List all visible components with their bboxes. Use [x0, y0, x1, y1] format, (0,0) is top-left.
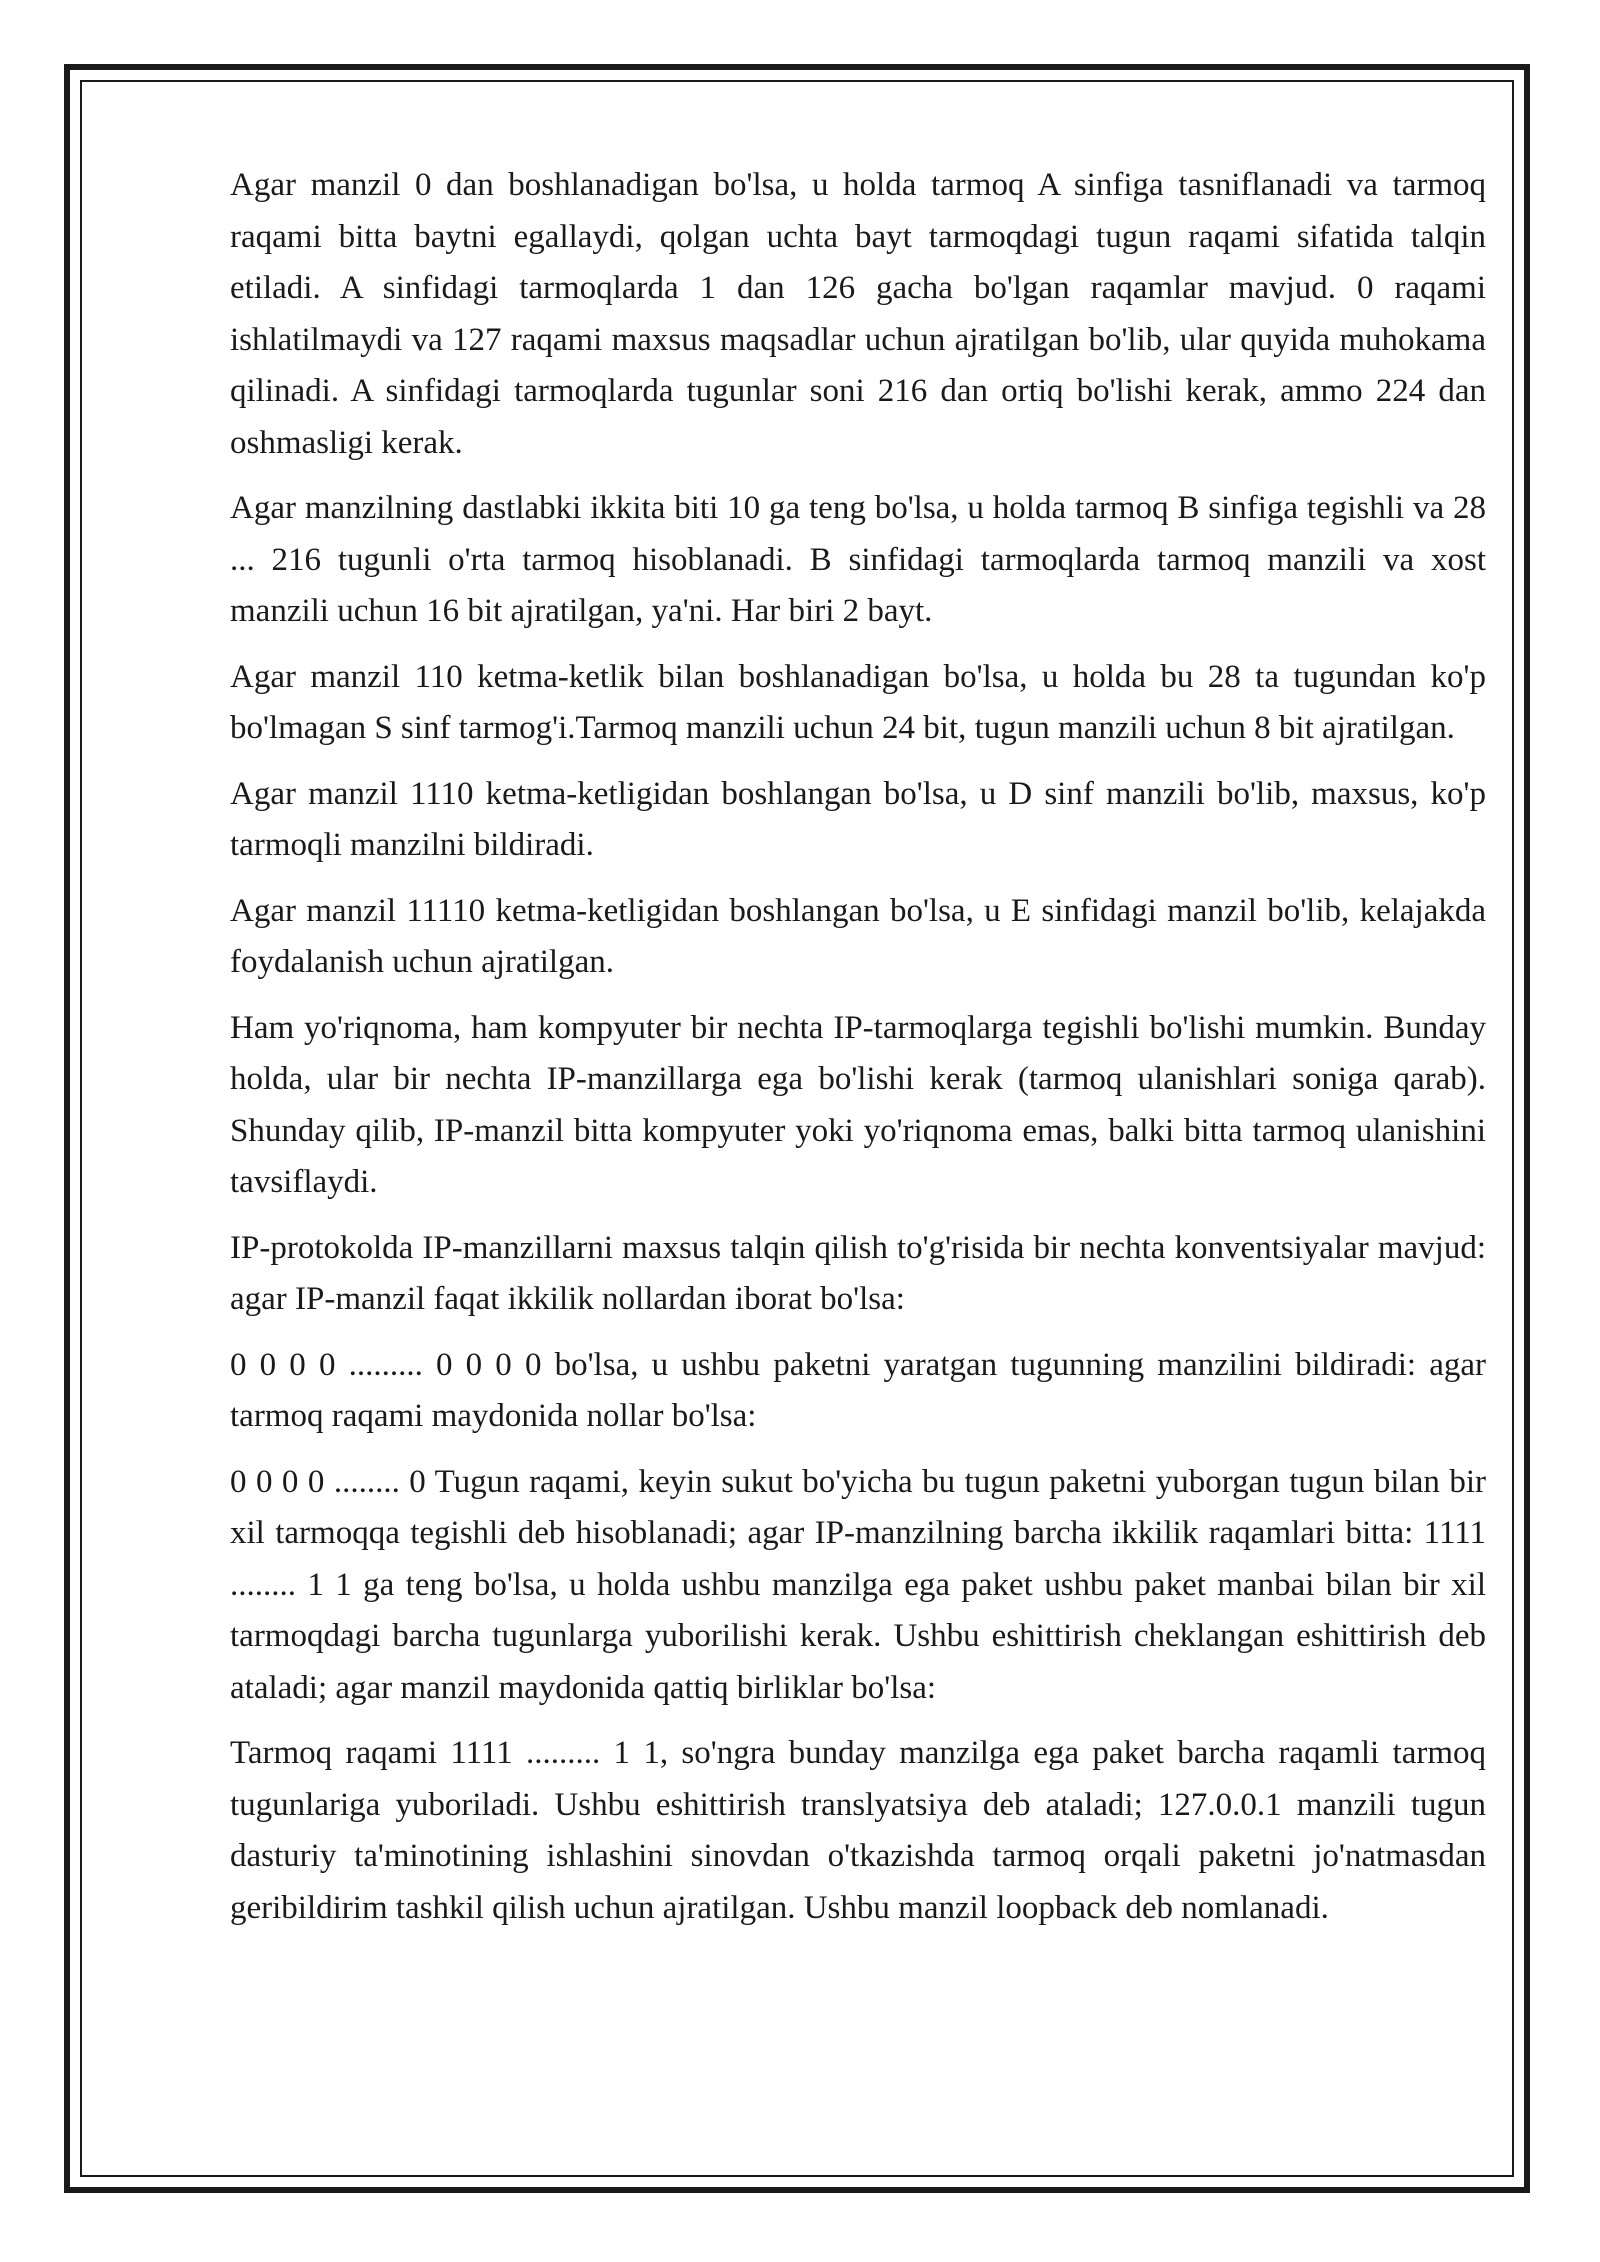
- paragraph-multihomed: Ham yo'riqnoma, ham kompyuter bir nechta IP-tarmoqlarga tegishli bo'lishi mumkin. Bunday holda, ular bir nechta IP-manzillarga ega bo'lishi kerak (tarmoq ulanishlari soniga qarab). Shunday qilib, IP-manzil bitta kompyuter yoki yo'riqnoma emas, balki bitta tarmoq ulanishini tavsiflaydi.: [230, 1009, 1486, 1200]
- paragraph-broadcast-loopback: Tarmoq raqami 1111 ......... 1 1, so'ngra bunday manzilga ega paket barcha raqamli tarmoq tugunlariga yuboriladi. Ushbu eshittirish translyatsiya deb ataladi; 127.0.0.1 manzili tugun dasturiy ta'minotining ishlashini sinovdan o'tkazishda tarmoq orqali paketni jo'natmasdan geribildirim tashkil qilish uchun ajratilgan. Ushbu manzil loopback deb nomlanadi.: [230, 1735, 1486, 1926]
- paragraph-limited-broadcast: 0 0 0 0 ........ 0 Tugun raqami, keyin sukut bo'yicha bu tugun paketni yuborgan tugun bilan bir xil tarmoqqa tegishli deb hisoblanadi; agar IP-manzilning barcha ikkilik raqamlari bitta: 1111 ........ 1 1 ga teng bo'lsa, u holda ushbu manzilga ega paket ushbu paket manbai bilan bir xil tarmoqdagi barcha tugunlarga yuborilishi kerak. Ushbu eshittirish cheklangan eshittirish deb ataladi; agar manzil maydonida qattiq birliklar bo'lsa:: [230, 1463, 1486, 1706]
- paragraph-class-a: Agar manzil 0 dan boshlanadigan bo'lsa, u holda tarmoq A sinfiga tasniflanadi va tarmoq raqami bitta baytni egallaydi, qolgan uchta bayt tarmoqdagi tugun raqami sifatida talqin etiladi. A sinfidagi tarmoqlarda 1 dan 126 gacha bo'lgan raqamlar mavjud. 0 raqami ishlatilmaydi va 127 raqami maxsus maqsadlar uchun ajratilgan bo'lib, ular quyida muhokama qilinadi. A sinfidagi tarmoqlarda tugunlar soni 216 dan ortiq bo'lishi kerak, ammo 224 dan oshmasligi kerak.: [230, 167, 1486, 461]
- paragraph-class-b: Agar manzilning dastlabki ikkita biti 10 ga teng bo'lsa, u holda tarmoq B sinfiga tegishli va 28 ... 216 tugunli o'rta tarmoq hisoblanadi. B sinfidagi tarmoqlarda tarmoq manzili va xost manzili uchun 16 bit ajratilgan, ya'ni. Har biri 2 bayt.: [230, 490, 1486, 629]
- paragraph-class-c: Agar manzil 110 ketma-ketlik bilan boshlanadigan bo'lsa, u holda bu 28 ta tugundan ko'p bo'lmagan S sinf tarmog'i.Tarmoq manzili uchun 24 bit, tugun manzili uchun 8 bit ajratilgan.: [230, 658, 1486, 746]
- paragraph-class-d: Agar manzil 1110 ketma-ketligidan boshlangan bo'lsa, u D sinf manzili bo'lib, maxsus, ko'p tarmoqli manzilni bildiradi.: [230, 775, 1486, 863]
- paragraph-conventions: IP-protokolda IP-manzillarni maxsus talqin qilish to'g'risida bir nechta konventsiyalar mavjud: agar IP-manzil faqat ikkilik nollardan iborat bo'lsa:: [230, 1229, 1486, 1317]
- paragraph-all-zeros: 0 0 0 0 ......... 0 0 0 0 bo'lsa, u ushbu paketni yaratgan tugunning manzilini bildiradi: agar tarmoq raqami maydonida nollar bo'lsa:: [230, 1346, 1486, 1434]
- paragraph-class-e: Agar manzil 11110 ketma-ketligidan boshlangan bo'lsa, u E sinfidagi manzil bo'lib, kelajakda foydalanish uchun ajratilgan.: [230, 892, 1486, 980]
- document-body: [230, 160, 1486, 1948]
